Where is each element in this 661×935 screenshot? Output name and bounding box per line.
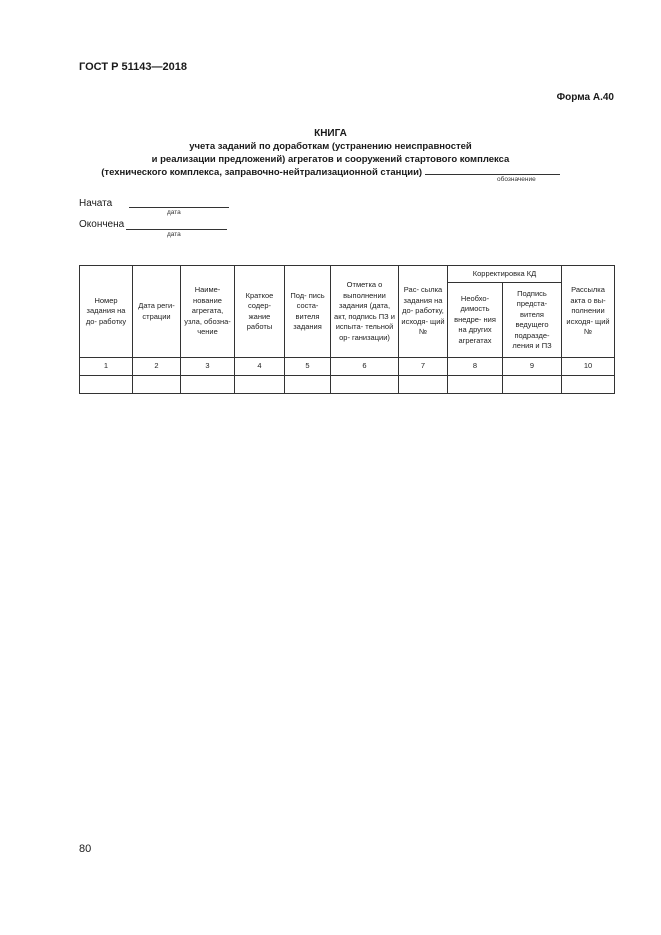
- document-title: [60, 127, 601, 179]
- title-heading: КНИГА: [314, 128, 347, 139]
- empty-cell: [503, 376, 562, 394]
- empty-cell: [331, 376, 399, 394]
- header-author-signature: Под- пись соста- вителя задания: [285, 266, 331, 358]
- header-act-distribution: Рассылка акта о вы- полнении исходя- щий №: [562, 266, 615, 358]
- standard-number: ГОСТ Р 51143—2018: [79, 61, 187, 73]
- assignments-table: [79, 265, 615, 394]
- table-row: [80, 376, 615, 394]
- start-date-caption: дата: [167, 209, 181, 216]
- title-line-3-row: [101, 166, 559, 179]
- end-date-caption: дата: [167, 231, 181, 238]
- empty-cell: [181, 376, 235, 394]
- empty-cell: [235, 376, 285, 394]
- title-line-1: учета заданий по доработкам (устранению неисправностей: [189, 141, 472, 152]
- header-registration-date: Дата реги- страции: [133, 266, 181, 358]
- header-task-number: Номер задания на до- работку: [80, 266, 133, 358]
- column-number: 6: [331, 358, 399, 376]
- empty-cell: [285, 376, 331, 394]
- start-date-line: [129, 207, 229, 208]
- column-number: 1: [80, 358, 133, 376]
- header-lead-unit-signature: Подпись предста- вителя ведущего подразде- ления и ПЗ: [503, 283, 562, 358]
- empty-cell: [562, 376, 615, 394]
- column-number: 7: [399, 358, 448, 376]
- column-number: 9: [503, 358, 562, 376]
- column-number: 10: [562, 358, 615, 376]
- column-number: 5: [285, 358, 331, 376]
- header-work-summary: Краткое содер- жание работы: [235, 266, 285, 358]
- header-other-units-need: Необхо- димость внедре- ния на других агрегатах: [448, 283, 503, 358]
- empty-cell: [133, 376, 181, 394]
- empty-cell: [80, 376, 133, 394]
- form-label: Форма А.40: [556, 92, 614, 103]
- designation-underline: [425, 174, 560, 175]
- designation-caption: обозначение: [497, 176, 536, 183]
- empty-cell: [399, 376, 448, 394]
- column-number: 4: [235, 358, 285, 376]
- header-kd-correction: Корректировка КД: [448, 266, 562, 283]
- header-unit-name: Наиме- нование агрегата, узла, обозна- чение: [181, 266, 235, 358]
- header-task-distribution: Рас- сылка задания на до- работку, исходя- щий №: [399, 266, 448, 358]
- title-line-3: (технического комплекса, заправочно-нейтрализационной станции): [101, 167, 423, 178]
- title-line-2: и реализации предложений) агрегатов и сооружений стартового комплекса: [151, 154, 510, 165]
- header-completion-mark: Отметка о выполнении задания (дата, акт, подпись ПЗ и испыта- тельной ор- ганизации): [331, 266, 399, 358]
- column-number: 3: [181, 358, 235, 376]
- column-number: 8: [448, 358, 503, 376]
- start-label: Начата: [79, 198, 113, 209]
- column-number: 2: [133, 358, 181, 376]
- empty-cell: [448, 376, 503, 394]
- end-label: Окончена: [79, 219, 125, 230]
- end-date-line: [126, 229, 227, 230]
- page-number: 80: [79, 843, 92, 855]
